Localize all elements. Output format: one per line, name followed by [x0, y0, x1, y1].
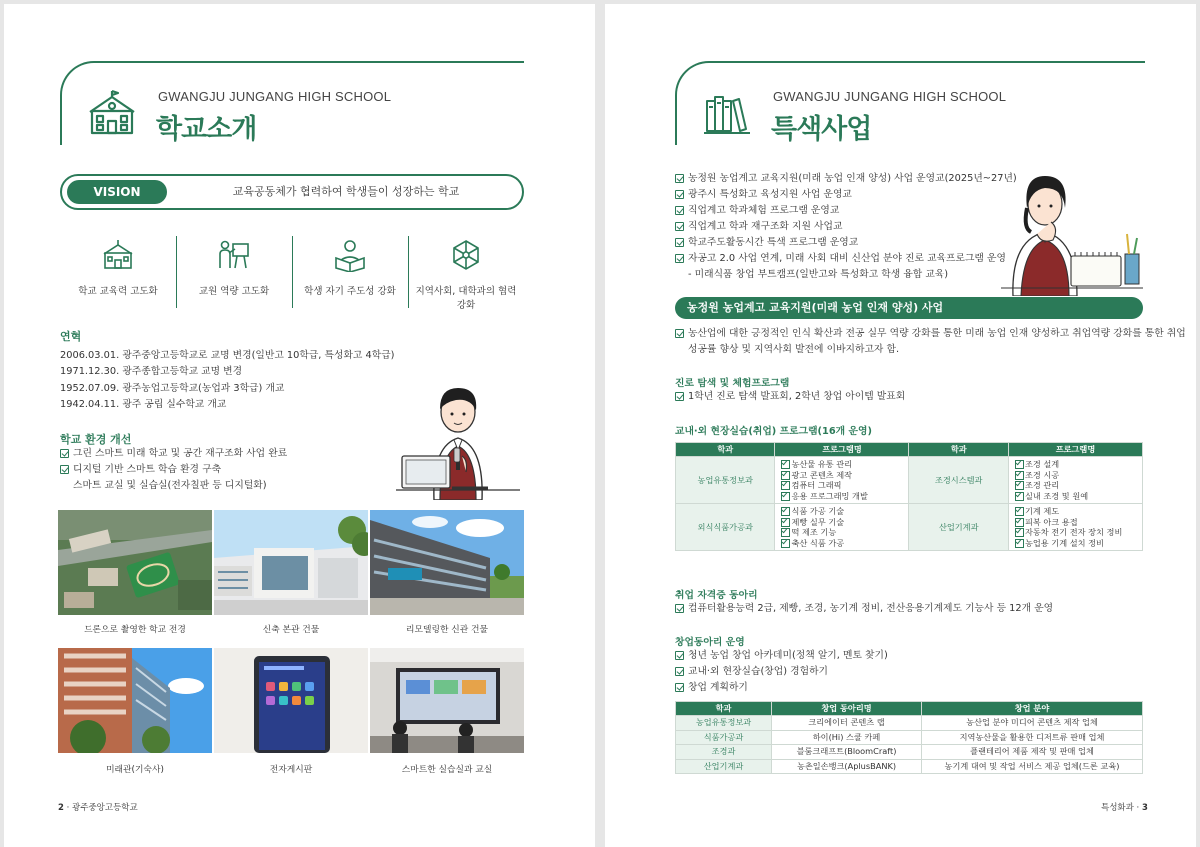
- program-item: 자동차 전기 전자 장치 정비: [1015, 527, 1136, 538]
- checklist-text: 농산업에 대한 긍정적인 인식 확산과 전공 실무 역량 강화를 통한 미래 농업 인재 양성하고 취업역량 강화를 통한 취업: [688, 328, 1186, 339]
- table-row: [676, 745, 1143, 760]
- table-row: [676, 716, 1143, 731]
- practice-title: 교내·외 현장실습(취업) 프로그램(16개 운영): [675, 426, 872, 437]
- program-item: 기계 제도: [1015, 506, 1136, 517]
- checklist-text: 농정원 농업계고 교육지원(미래 농업 인재 양성) 사업 운영교(2025년~27년): [688, 173, 1017, 184]
- teacher-board-icon: [217, 238, 251, 272]
- checklist-item: [675, 648, 888, 664]
- table-row: [676, 504, 1143, 551]
- school-name: GWANGJU JUNGANG HIGH SCHOOL: [773, 89, 1007, 104]
- checkbox-icon: [675, 206, 684, 215]
- photo-smart-classroom: [370, 648, 524, 753]
- checkbox-icon: [675, 604, 684, 613]
- table-cell: 플랜테리어 제품 제작 및 판매 업체: [922, 745, 1143, 760]
- vision-text: 교육공동체가 협력하여 학생들이 성장하는 학교: [232, 185, 460, 198]
- program-item: 농업용 기계 설치 정비: [1015, 538, 1136, 549]
- page-number: 3: [1141, 803, 1148, 813]
- history-item: 1952.07.09. 광주농업고등학교(농업과 3학급) 개교: [60, 382, 285, 394]
- checkbox-icon: [675, 174, 684, 183]
- col-header: 창업 분야: [922, 702, 1143, 716]
- page-title: 특색사업: [771, 114, 872, 145]
- photo-caption: 드론으로 촬영한 학교 전경: [84, 625, 186, 635]
- col-header: 창업 동아리명: [772, 702, 922, 716]
- dept-cell: 식품가공과: [676, 730, 772, 745]
- checkbox-icon: [675, 190, 684, 199]
- career-title: 진로 탐색 및 체험프로그램: [675, 378, 790, 389]
- table-cell: 농기계 대여 및 작업 서비스 제공 업체(드론 교육): [922, 759, 1143, 774]
- photo-caption: 전자게시판: [269, 765, 313, 775]
- checkbox-icon: [675, 329, 684, 338]
- program-banner: 농정원 농업계고 교육지원(미래 농업 인재 양성) 사업: [675, 297, 1143, 319]
- checklist-item: [675, 326, 1186, 342]
- vision-label: VISION: [67, 180, 167, 204]
- table-cell: 블룸크래프트(BloomCraft): [772, 745, 922, 760]
- left-header: [60, 61, 524, 145]
- right-header: [675, 61, 1145, 145]
- photo-remodeled-building: [370, 510, 524, 615]
- program-item: 실내 조경 및 원예: [1015, 491, 1136, 502]
- program-item: 식품 가공 기술: [781, 506, 902, 517]
- checklist-text: 창업 계획하기: [688, 682, 748, 693]
- page-number: 2: [58, 803, 64, 813]
- goal-item: [292, 236, 408, 312]
- table-cell: 크리에이터 콘텐츠 랩: [772, 716, 922, 731]
- program-item: 조경 관리: [1015, 480, 1136, 491]
- student-illustration: [396, 376, 520, 500]
- checklist-text: 컴퓨터활용능력 2급, 제빵, 조경, 농기계 정비, 전산응용기계제도 기능사 등 12개 운영: [688, 603, 1054, 614]
- checkbox-icon: [675, 254, 684, 263]
- goal-label: 지역사회, 대학과의 협력 강화: [415, 286, 517, 311]
- dept-cell: 외식식품가공과: [676, 504, 775, 551]
- photo-caption: 스마트한 실습실과 교실: [401, 765, 493, 775]
- history-item: 1971.12.30. 광주종합고등학교 교명 변경: [60, 366, 243, 378]
- dept-cell: 조경과: [676, 745, 772, 760]
- table-row: [676, 730, 1143, 745]
- col-header: 프로그램명: [775, 443, 909, 457]
- startup-table: [675, 701, 1143, 774]
- checklist-item: [60, 446, 287, 462]
- page-title: 학교소개: [156, 114, 257, 145]
- dept-cell: 농업유통정보과: [676, 457, 775, 504]
- photo-caption: 신축 본관 건물: [262, 625, 320, 635]
- program-item: 농산물 유통 관리: [781, 459, 902, 470]
- startup-body: [676, 716, 1143, 774]
- goal-item: [408, 236, 524, 312]
- dept-cell: 산업기계과: [676, 759, 772, 774]
- program-item: 떡 제조 기능: [781, 527, 902, 538]
- intro-list: [675, 171, 1017, 283]
- school-name: GWANGJU JUNGANG HIGH SCHOOL: [158, 89, 392, 104]
- goal-item: [60, 236, 176, 312]
- program-item: 컴퓨터 그래픽: [781, 480, 902, 491]
- checklist-item: [675, 187, 1017, 203]
- checklist-item: [675, 680, 888, 696]
- program-item: 조경 설계: [1015, 459, 1136, 470]
- footer-text: 특성화과 ·: [1101, 803, 1140, 813]
- checkbox-icon: [675, 238, 684, 247]
- checklist-text: 직업계고 학과체험 프로그램 운영교: [688, 205, 840, 216]
- photo-digital-signage: [214, 648, 368, 753]
- checklist-text: 1학년 진로 탐색 발표회, 2학년 창업 아이템 발표회: [688, 391, 906, 402]
- photo-drone-campus: [58, 510, 212, 615]
- checkbox-icon: [675, 222, 684, 231]
- goal-item: [176, 236, 292, 312]
- checklist-item: [675, 664, 888, 680]
- cert-list: [675, 601, 1053, 617]
- col-header: 학과: [676, 702, 772, 716]
- checklist-subtext: - 미래식품 창업 부트캠프(일반고와 특성화고 학생 융합 교육): [688, 269, 949, 280]
- table-cell: 농촌일손뱅크(AplusBANK): [772, 759, 922, 774]
- table-cell: 하이(Hi) 스쿨 카페: [772, 730, 922, 745]
- banner-desc: [675, 326, 1186, 358]
- dept-cell: 농업유통정보과: [676, 716, 772, 731]
- goal-label: 교원 역량 고도화: [198, 286, 270, 297]
- checklist-item: [675, 601, 1053, 617]
- photo-caption: 리모델링한 신관 건물: [405, 625, 489, 635]
- program-cell: [775, 504, 909, 551]
- checklist-text: 그린 스마트 미래 학교 및 공간 재구조화 사업 완료: [73, 448, 288, 459]
- career-list: [675, 389, 905, 405]
- books-icon: [701, 87, 753, 139]
- vision-box: [60, 174, 524, 210]
- student-book-icon: [333, 238, 367, 272]
- startup-title: 창업동아리 운영: [675, 637, 745, 648]
- checklist-text: 디지털 기반 스마트 학습 환경 구축: [73, 464, 222, 475]
- environment-title: 학교 환경 개선: [60, 433, 132, 446]
- checklist-item: [675, 171, 1017, 187]
- footer-text: · 광주중앙고등학교: [66, 803, 138, 813]
- table-cell: 농산업 분야 미디어 콘텐츠 제작 업체: [922, 716, 1143, 731]
- network-icon: [449, 238, 483, 272]
- col-header: 프로그램명: [1008, 443, 1142, 457]
- checklist-item: [675, 235, 1017, 251]
- goal-label: 학생 자기 주도성 강화: [304, 286, 396, 297]
- history-item: 2006.03.01. 광주중앙고등학교로 교명 변경(일반고 10학급, 특성화고 4학급): [60, 350, 395, 361]
- checkbox-icon: [675, 667, 684, 676]
- checklist-text: 자공고 2.0 사업 연계, 미래 사회 대비 신산업 분야 진로 교육프로그램 운영: [688, 253, 1006, 264]
- environment-list: [60, 446, 287, 494]
- history-title: 연혁: [60, 330, 82, 343]
- checklist-item: [675, 219, 1017, 235]
- cert-title: 취업 자격증 동아리: [675, 590, 758, 601]
- program-item: 피복 아크 용접: [1015, 517, 1136, 528]
- practice-table: [675, 442, 1143, 551]
- checkbox-icon: [675, 683, 684, 692]
- checklist-text: 광주시 특성화고 육성지원 사업 운영교: [688, 189, 852, 200]
- practice-body: [676, 457, 1143, 551]
- checklist-text: 직업계고 학과 재구조화 지원 사업교: [688, 221, 843, 232]
- goals-row: [60, 236, 524, 312]
- footer-right: [1101, 801, 1148, 813]
- right-page: [605, 4, 1196, 847]
- program-item: 광고 콘텐츠 제작: [781, 470, 902, 481]
- table-row: [676, 457, 1143, 504]
- checklist-item: [675, 251, 1017, 267]
- checklist-item: [675, 203, 1017, 219]
- photo-new-main-building: [214, 510, 368, 615]
- goal-label: 학교 교육력 고도화: [78, 286, 158, 297]
- startup-list: [675, 648, 888, 696]
- left-page: [4, 4, 595, 847]
- checkbox-icon: [60, 465, 69, 474]
- checklist-subtext: 성공률 향상 및 지역사회 발전에 이바지하고자 함.: [688, 344, 900, 355]
- program-item: 응용 프로그래밍 개발: [781, 491, 902, 502]
- program-cell: [1008, 457, 1142, 504]
- table-row: [676, 759, 1143, 774]
- program-item: 조경 시공: [1015, 470, 1136, 481]
- program-item: 축산 식품 가공: [781, 538, 902, 549]
- checklist-text: 교내·외 현장실습(창업) 경험하기: [688, 666, 829, 677]
- checklist-text: 청년 농업 창업 아카데미(정책 알기, 멘토 찾기): [688, 650, 888, 661]
- checkbox-icon: [675, 392, 684, 401]
- thinking-student-illustration: [1001, 168, 1143, 296]
- history-list: [60, 348, 394, 413]
- col-header: 학과: [676, 443, 775, 457]
- history-item: 1942.04.11. 광주 공립 실수학교 개교: [60, 398, 227, 410]
- school-icon: [101, 238, 135, 272]
- program-item: 제빵 실무 기술: [781, 517, 902, 528]
- footer-left: [58, 801, 138, 813]
- program-cell: [775, 457, 909, 504]
- checklist-item: [60, 462, 287, 478]
- col-header: 학과: [909, 443, 1008, 457]
- school-building-icon: [86, 87, 138, 139]
- dept-cell: 조경시스템과: [909, 457, 1008, 504]
- checkbox-icon: [675, 651, 684, 660]
- photo-caption: 미래관(기숙사): [106, 765, 164, 775]
- checklist-subtext: 스마트 교실 및 실습실(전자칠판 등 디지털화): [73, 480, 267, 491]
- program-cell: [1008, 504, 1142, 551]
- checklist-text: 학교주도활동시간 특색 프로그램 운영교: [688, 237, 859, 248]
- dept-cell: 산업기계과: [909, 504, 1008, 551]
- checklist-item: [675, 389, 905, 405]
- checkbox-icon: [60, 449, 69, 458]
- table-cell: 지역농산물을 활용한 디저트류 판매 업체: [922, 730, 1143, 745]
- photo-dormitory: [58, 648, 212, 753]
